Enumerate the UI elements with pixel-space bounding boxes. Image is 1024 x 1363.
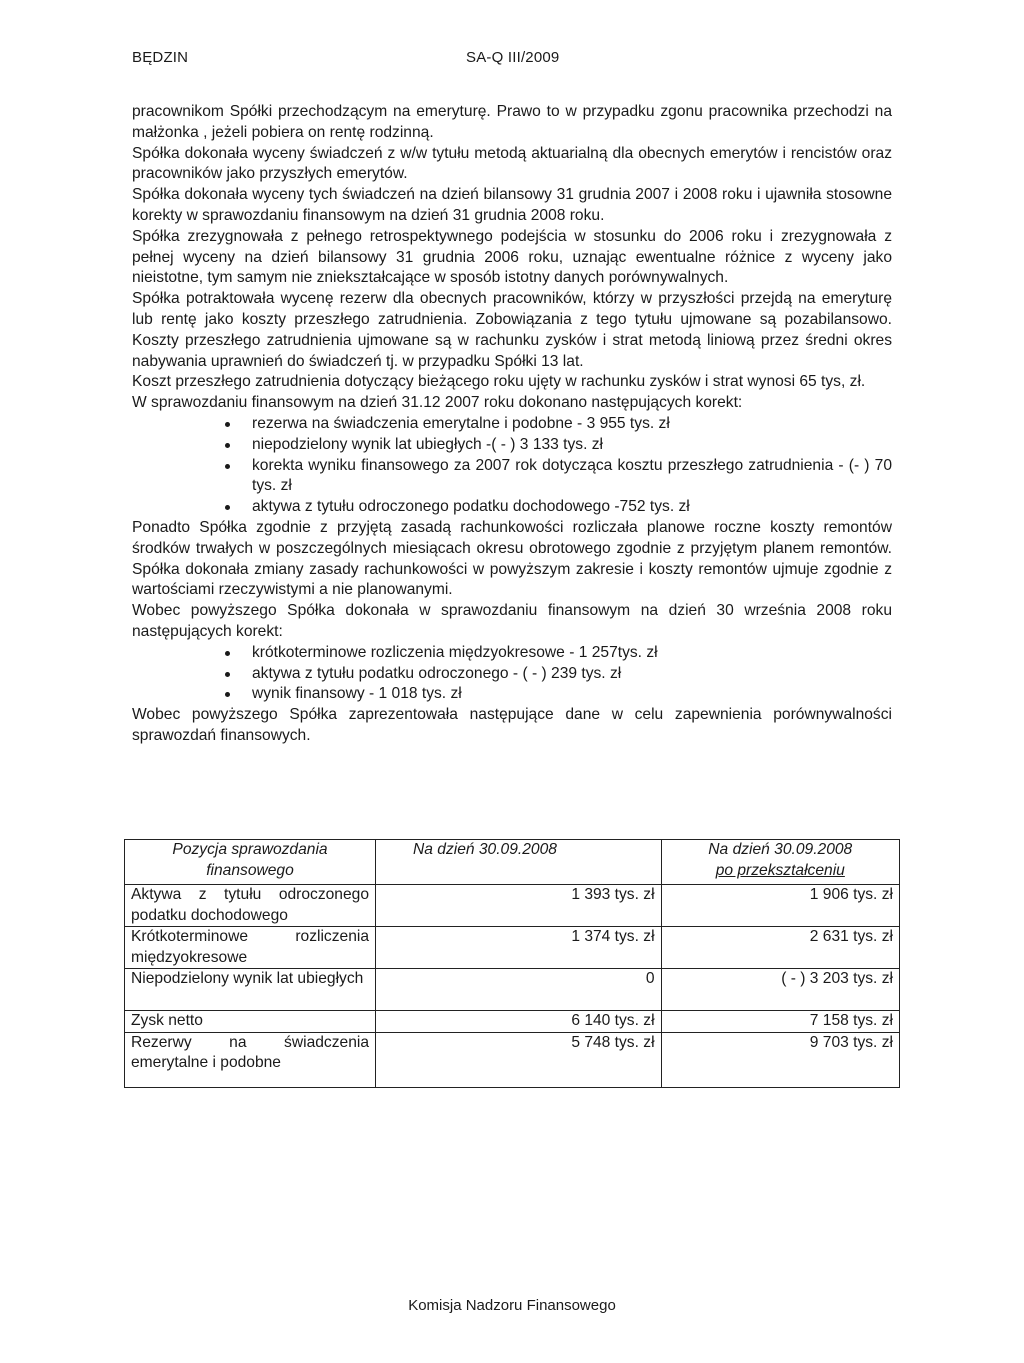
paragraph: pracownikom Spółki przechodzącym na emeryturę. Prawo to w przypadku zgonu pracownika przechodzi na małżonka , jeżeli pobiera on rentę rodzinną. [132, 103, 892, 141]
row-label: Rezerwy na świadczenia emerytalne i podobne [125, 1032, 376, 1087]
table-header-row [125, 840, 900, 885]
paragraph: Spółka dokonała wyceny świadczeń z w/w tytułu metodą aktuarialną dla obecnych emerytów i rencistów oraz pracowników jako przyszłych emerytów. [132, 144, 892, 183]
list-item: aktywa z tytułu podatku odroczonego - ( - ) 239 tys. zł [132, 664, 892, 685]
row-label: Aktywa z tytułu odroczonego podatku dochodowego [125, 885, 376, 927]
list-item: krótkoterminowe rozliczenia międzyokresowe - 1 257tys. zł [132, 643, 892, 664]
row-value-restated: ( - ) 3 203 tys. zł [661, 969, 899, 1011]
row-value-restated: 9 703 tys. zł [661, 1032, 899, 1087]
row-label: Niepodzielony wynik lat ubiegłych [125, 969, 376, 1011]
list-item: korekta wyniku finansowego za 2007 rok dotycząca kosztu przeszłego zatrudnienia - (- ) 70 tys. zł [132, 456, 892, 498]
header-report-id: SA-Q III/2009 [466, 49, 560, 66]
paragraph: Wobec powyższego Spółka dokonała w sprawozdaniu finansowym na dzień 30 września 2008 roku następujących korekt: [132, 602, 892, 640]
row-value-original: 6 140 tys. zł [376, 1011, 662, 1033]
table-row [125, 927, 900, 969]
row-value-restated: 2 631 tys. zł [661, 927, 899, 969]
row-label: Zysk netto [125, 1011, 376, 1033]
table-row [125, 969, 900, 1011]
row-value-original: 1 393 tys. zł [376, 885, 662, 927]
table-header-restated [661, 840, 899, 885]
paragraph: Koszt przeszłego zatrudnienia dotyczący bieżącego roku ujęty w rachunku zysków i strat wynosi 65 tys, zł. [132, 373, 866, 391]
row-label: Krótkoterminowe rozliczenia międzyokresowe [125, 927, 376, 969]
paragraph: Spółka potraktowała wycenę rezerw dla obecnych pracowników, którzy w przyszłości przejdą na emeryturę lub rentę jako koszty przeszłego zatrudnienia. Zobowiązania z tego tytułu ujmowane są pozabilansowo. Koszty przeszłego zatrudnienia ujmowane są w rachunku zysków i strat metodą liniową przez średni okres nabywania uprawnień do świadczeń tj. w przypadku Spółki 13 lat. [132, 290, 892, 370]
table-row [125, 1032, 900, 1087]
paragraph: Spółka zrezygnowała z pełnego retrospektywnego podejścia w stosunku do 2006 roku i zrezygnowała z pełnej wyceny na dzień bilansowy 31 grudnia 2006 roku, uznając ewentualne różnice z wyceny jako nieistotne, tym samym nie zniekształcające w sposób istotny danych porównywalnych. [132, 227, 892, 287]
correction-list-2008 [132, 643, 892, 705]
document-body [132, 102, 892, 747]
table-header-original: Na dzień 30.09.2008 [376, 840, 662, 885]
table-row [125, 1011, 900, 1033]
table-header-restated-date: Na dzień 30.09.2008 [708, 841, 853, 858]
table-header-restated-note: po przekształceniu [715, 861, 845, 879]
comparison-table [124, 839, 900, 1088]
list-item: aktywa z tytułu odroczonego podatku dochodowego -752 tys. zł [132, 497, 892, 518]
paragraph: W sprawozdaniu finansowym na dzień 31.12 2007 roku dokonano następujących korekt: [132, 394, 743, 412]
footer-institution: Komisja Nadzoru Finansowego [408, 1297, 616, 1314]
row-value-restated: 7 158 tys. zł [661, 1011, 899, 1033]
header-company: BĘDZIN [132, 49, 189, 66]
correction-list-2007 [132, 414, 892, 518]
row-value-original: 0 [376, 969, 662, 1011]
table-header-position: Pozycja sprawozdania finansowego [125, 840, 376, 885]
list-item: wynik finansowy - 1 018 tys. zł [132, 684, 892, 705]
row-value-restated: 1 906 tys. zł [661, 885, 899, 927]
row-value-original: 5 748 tys. zł [376, 1032, 662, 1087]
paragraph: Ponadto Spółka zgodnie z przyjętą zasadą rachunkowości rozliczała planowe roczne koszty remontów środków trwałych w poszczególnych miesiącach okresu obrotowego zgodnie z przyjętym planem remontów. Spółka dokonała zmiany zasady rachunkowości w powyższym zakresie i koszty remontów ujmuje zgodnie z wartościami rzeczywistymi a nie planowanymi. [132, 518, 892, 599]
list-item: rezerwa na świadczenia emerytalne i podobne - 3 955 tys. zł [132, 414, 892, 435]
row-value-original: 1 374 tys. zł [376, 927, 662, 969]
list-item: niepodzielony wynik lat ubiegłych -( - ) 3 133 tys. zł [132, 435, 892, 456]
paragraph: Wobec powyższego Spółka zaprezentowała następujące dane w celu zapewnienia porównywalności sprawozdań finansowych. [132, 706, 892, 744]
table-row [125, 885, 900, 927]
paragraph: Spółka dokonała wyceny tych świadczeń na dzień bilansowy 31 grudnia 2007 i 2008 roku i ujawniła stosowne korekty w sprawozdaniu finansowym na dzień 31 grudnia 2008 roku. [132, 186, 892, 224]
